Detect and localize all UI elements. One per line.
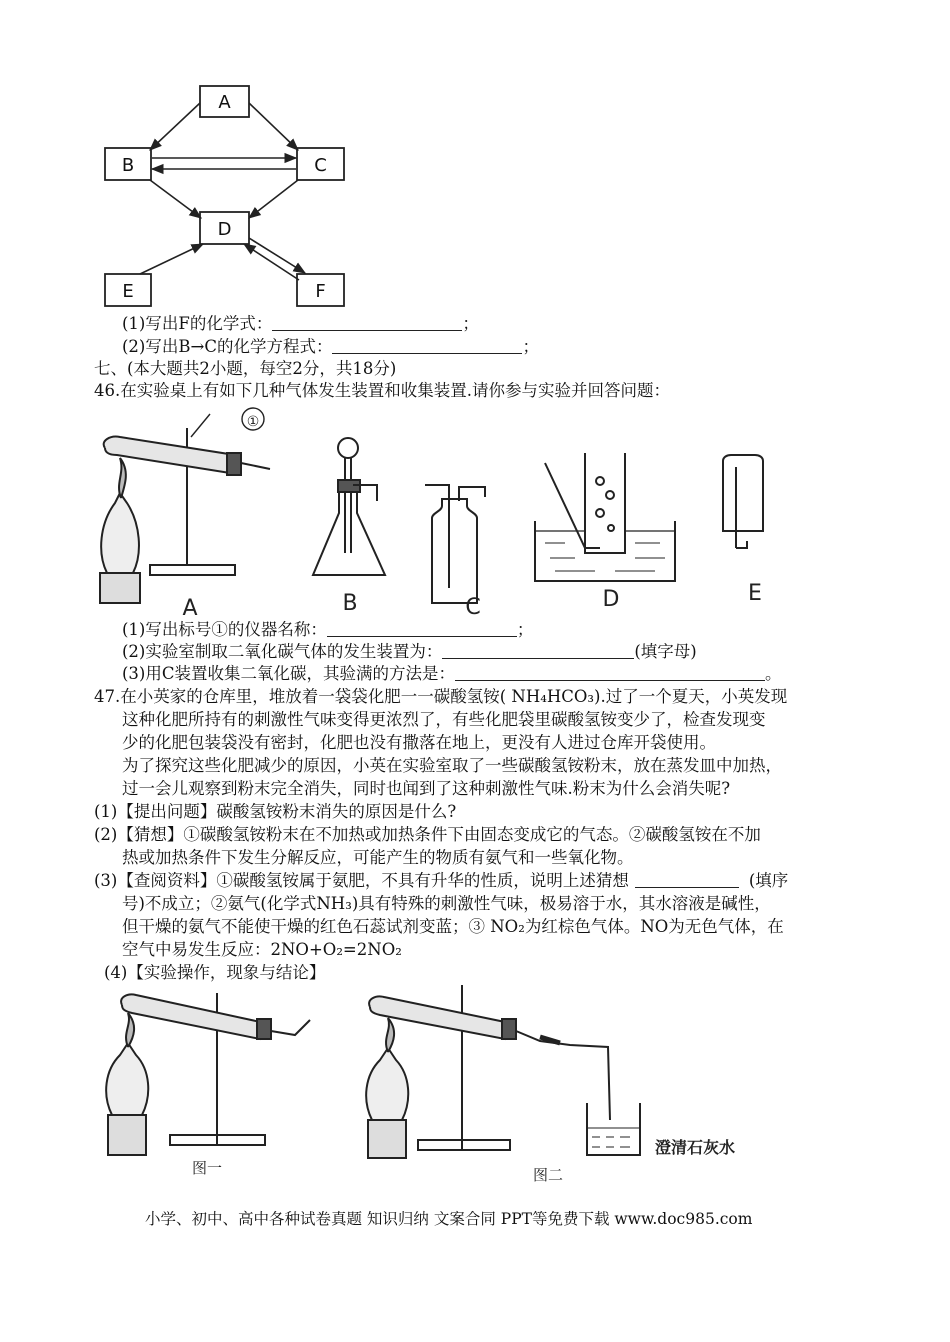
q46-part1-text: (1)写出标号①的仪器名称： <box>122 620 327 639</box>
q45-part2-text: (2)写出B→C的化学方程式： <box>122 337 333 356</box>
box-label: D <box>217 219 232 240</box>
arrow-f-d <box>244 244 299 280</box>
q46-part2-end: (填字母) <box>634 642 697 661</box>
figure-one <box>106 993 310 1155</box>
arrow-c-d <box>249 180 298 218</box>
arrow-b-d <box>150 180 201 218</box>
page-footer: 小学、初中、高中各种试卷真题 知识归纳 文案合同 PPT等免费下载 www.doc985.com <box>145 1210 753 1228</box>
q47-part3-cont: 空气中易发生反应：2NO+O₂=2NO₂ <box>122 940 402 959</box>
q46-part3 <box>122 663 782 685</box>
arrow-a-c <box>249 103 298 150</box>
q46-stem: 46.在实验桌上有如下几种气体发生装置和收集装置.请你参与实验并回答问题： <box>94 381 670 400</box>
experiment-figures <box>100 985 780 1190</box>
apparatus-d <box>535 453 675 581</box>
q47-part3-end: (填序 <box>748 871 789 890</box>
figure-two <box>366 985 640 1158</box>
arrow-d-f <box>249 238 305 273</box>
apparatus-label: E <box>748 581 762 606</box>
apparatus-a <box>100 408 270 603</box>
q47-part2-cont: 热或加热条件下发生分解反应，可能产生的物质有氨气和一些氧化物。 <box>122 848 634 867</box>
box-label: B <box>121 155 135 176</box>
reaction-network-diagram <box>0 0 400 310</box>
apparatus-c <box>425 485 485 603</box>
box-label: A <box>218 92 231 113</box>
apparatus-label: B <box>342 591 358 616</box>
q47-part3-cont: 但干燥的氨气不能使干燥的红色石蕊试剂变蓝；③ NO₂为红棕色气体。NO为无色气体，在 <box>122 917 784 936</box>
q45-part1-text: (1)写出F的化学式： <box>122 314 273 333</box>
figure-one-caption: 图一 <box>192 1159 223 1177</box>
q46-part3-text: (3)用C装置收集二氧化碳，其验满的方法是： <box>122 664 455 683</box>
q47-line: 少的化肥包装袋没有密封，化肥也没有撒落在地上，更没有人进过仓库开袋使用。 <box>122 733 716 752</box>
q47-part4: (4)【实验操作，现象与结论】 <box>104 963 326 982</box>
box-label: F <box>315 281 326 302</box>
q47-line: 这种化肥所持有的刺激性气味变得更浓烈了，有些化肥袋里碳酸氢铵变少了，检查发现变 <box>122 710 766 729</box>
gas-apparatus-figure <box>95 403 795 618</box>
q47-line: 47.在小英家的仓库里，堆放着一袋袋化肥一一碳酸氢铵( NH₄HCO₃).过了一个夏天，小英发现 <box>94 687 788 706</box>
answer-blank[interactable] <box>442 642 634 659</box>
q46-part2 <box>122 641 697 663</box>
q47-line: 为了探究这些化肥减少的原因，小英在实验室取了一些碳酸氢铵粉末，放在蒸发皿中加热， <box>122 756 782 775</box>
q46-part3-end: 。 <box>765 664 782 683</box>
q47-part3 <box>94 870 788 892</box>
q45-part2-end: ； <box>522 337 539 356</box>
box-label: E <box>122 281 134 302</box>
answer-blank[interactable] <box>327 620 517 637</box>
figure-two-caption: 图二 <box>533 1166 564 1184</box>
q46-part1 <box>122 619 533 641</box>
q47-part1: (1)【提出问题】碳酸氢铵粉末消失的原因是什么? <box>94 802 457 821</box>
answer-blank[interactable] <box>635 871 739 888</box>
apparatus-label: D <box>602 587 620 612</box>
marker-one: ① <box>246 414 260 430</box>
q47-line: 过一会儿观察到粉末完全消失，同时也闻到了这种刺激性气味.粉末为什么会消失呢? <box>122 779 731 798</box>
answer-blank[interactable] <box>272 314 462 331</box>
q45-part1 <box>122 313 479 335</box>
limewater-label: 澄清石灰水 <box>655 1138 736 1157</box>
apparatus-b <box>313 438 385 575</box>
q47-part3-text: (3)【查阅资料】①碳酸氢铵属于氨肥，不具有升华的性质，说明上述猜想 <box>94 871 629 890</box>
arrow-a-b <box>150 103 200 150</box>
q47-part3-cont: 号)不成立；②氨气(化学式NH₃)具有特殊的刺激性气味，极易溶于水，其水溶液是碱性， <box>122 894 771 913</box>
arrow-e-d <box>140 244 203 274</box>
q45-part1-end: ； <box>462 314 479 333</box>
q45-part2 <box>122 336 539 358</box>
answer-blank[interactable] <box>332 337 522 354</box>
q46-part1-end: ； <box>516 620 534 639</box>
q47-part2: (2)【猜想】①碳酸氢铵粉末在不加热或加热条件下由固态变成它的气态。②碳酸氢铵在不加 <box>94 825 761 844</box>
apparatus-e <box>723 455 763 548</box>
box-label: C <box>314 155 327 176</box>
answer-blank[interactable] <box>455 664 765 681</box>
apparatus-label: C <box>465 595 481 618</box>
q46-part2-text: (2)实验室制取二氧化碳气体的发生装置为： <box>122 642 443 661</box>
section-heading: 七、(本大题共2小题，每空2分，共18分) <box>94 359 397 378</box>
apparatus-label: A <box>182 596 198 618</box>
